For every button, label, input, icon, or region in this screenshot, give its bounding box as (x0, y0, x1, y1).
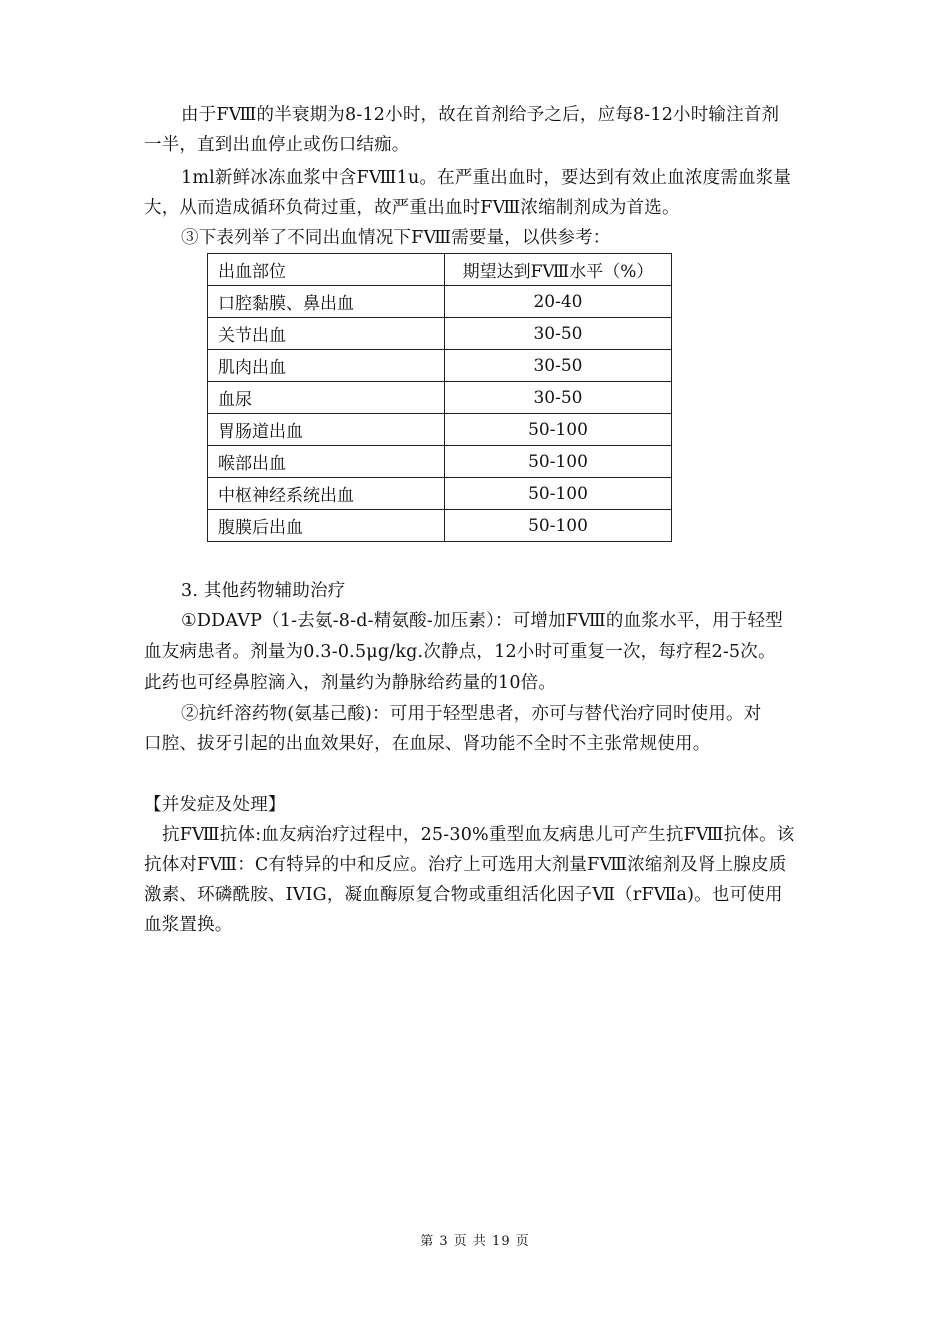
paragraph-line: 口腔、拔牙引起的出血效果好，在血尿、肾功能不全时不主张常规使用。 (144, 734, 711, 754)
paragraph-line: 由于FⅧ的半衰期为8-12小时，故在首剂给予之后，应每8-12小时输注首剂 (181, 105, 780, 125)
table-row (208, 318, 672, 350)
table-cell-level: 30-50 (445, 350, 672, 382)
paragraph-line: 血友病患者。剂量为0.3-0.5μg/kg.次静点，12小时可重复一次，每疗程2-5次。 (144, 642, 776, 662)
paragraph-line: ②抗纤溶药物(氨基己酸)：可用于轻型患者，亦可与替代治疗同时使用。对 (181, 704, 762, 724)
table-row (208, 414, 672, 446)
section-title: 3. 其他药物辅助治疗 (181, 581, 346, 601)
table-cell-level: 30-50 (445, 318, 672, 350)
table-cell-site: 喉部出血 (208, 446, 445, 478)
table-cell-level: 20-40 (445, 286, 672, 318)
paragraph-line: 抗FⅧ抗体:血友病治疗过程中，25-30%重型血友病患儿可产生抗FⅧ抗体。该 (162, 825, 795, 845)
table-cell-level: 50-100 (445, 414, 672, 446)
table-cell-site: 口腔黏膜、鼻出血 (208, 286, 445, 318)
paragraph-line: 抗体对FⅧ：C有特异的中和反应。治疗上可选用大剂量FⅧ浓缩剂及肾上腺皮质 (144, 855, 787, 875)
table-cell-level: 50-100 (445, 510, 672, 542)
table-row (208, 286, 672, 318)
table-intro: ③下表列举了不同出血情况下FⅧ需要量，以供参考： (181, 228, 611, 248)
table-cell-site: 腹膜后出血 (208, 510, 445, 542)
page-number-footer: 第 3 页 共 19 页 (420, 1234, 530, 1249)
table-row (208, 510, 672, 542)
table-cell-level: 50-100 (445, 446, 672, 478)
paragraph-line: 激素、环磷酰胺、IVIG，凝血酶原复合物或重组活化因子Ⅶ（rFⅦa)。也可使用 (144, 885, 783, 905)
table-header-cell: 出血部位 (208, 254, 445, 286)
table-row (208, 350, 672, 382)
table-header-cell: 期望达到FⅧ水平（%） (445, 254, 672, 286)
paragraph-line: 1ml新鲜冰冻血浆中含FⅧ1u。在严重出血时，要达到有效止血浓度需血浆量 (181, 168, 792, 188)
table-row (208, 478, 672, 510)
table-header-row (208, 254, 672, 286)
table-cell-level: 30-50 (445, 382, 672, 414)
paragraph-line: 此药也可经鼻腔滴入，剂量约为静脉给药量的10倍。 (144, 673, 557, 693)
table-cell-site: 血尿 (208, 382, 445, 414)
table-cell-site: 胃肠道出血 (208, 414, 445, 446)
fviii-requirement-table (207, 253, 672, 542)
complications-heading: 【并发症及处理】 (144, 795, 286, 815)
paragraph-line: ①DDAVP（1-去氨-8-d-精氨酸-加压素）：可增加FⅧ的血浆水平，用于轻型 (181, 611, 783, 631)
table-row (208, 446, 672, 478)
table-cell-site: 肌肉出血 (208, 350, 445, 382)
table-row (208, 382, 672, 414)
paragraph-line: 血浆置换。 (144, 915, 233, 935)
paragraph-line: 大，从而造成循环负荷过重，故严重出血时FⅧ浓缩制剂成为首选。 (144, 198, 680, 218)
table-cell-site: 关节出血 (208, 318, 445, 350)
table-cell-level: 50-100 (445, 478, 672, 510)
paragraph-line: 一半，直到出血停止或伤口结痂。 (144, 135, 410, 155)
table-cell-site: 中枢神经系统出血 (208, 478, 445, 510)
